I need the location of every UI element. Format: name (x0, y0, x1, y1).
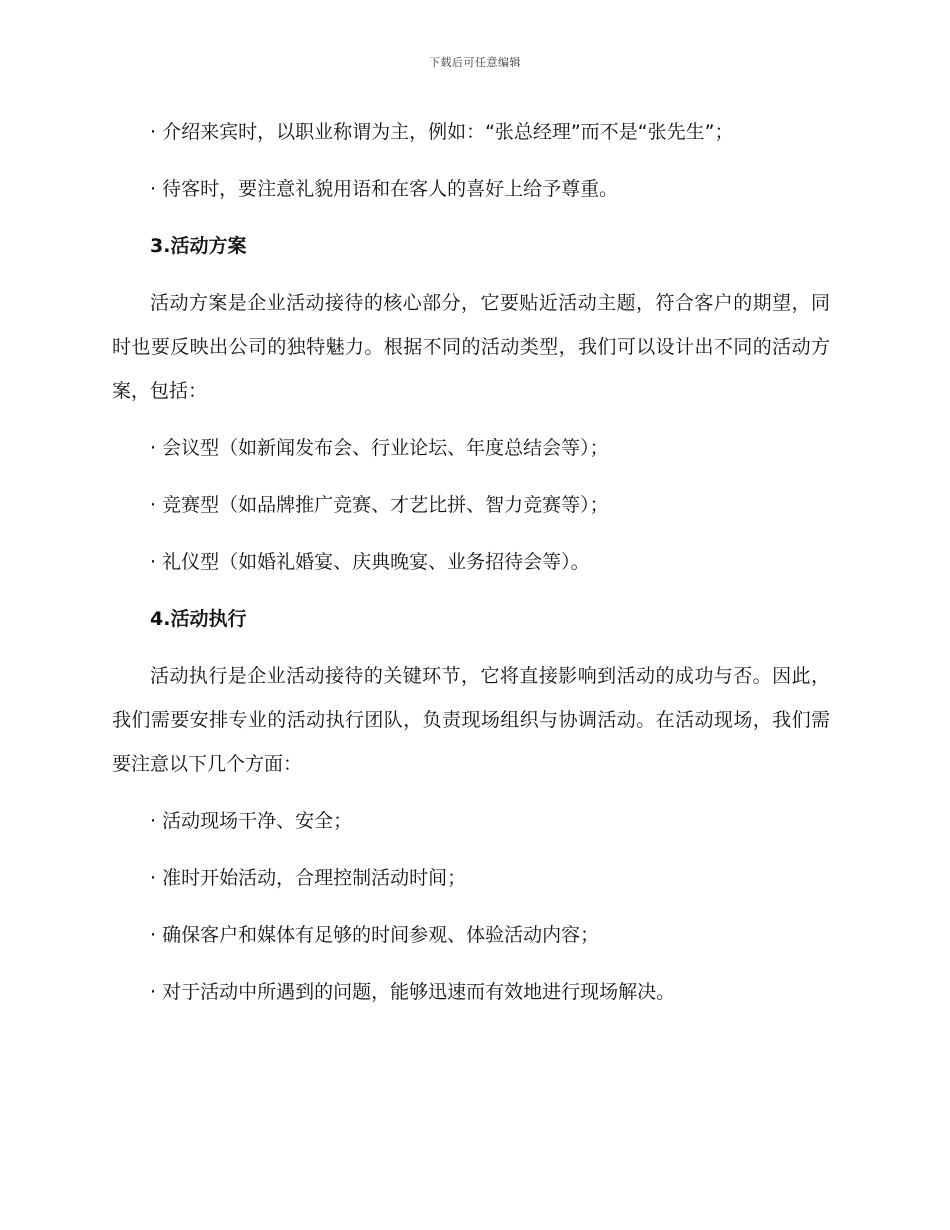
section-heading-activity-plan: 3.活动方案 (150, 235, 247, 257)
document-body (112, 110, 830, 1014)
bullet-solve-problems: · 对于活动中所遇到的问题，能够迅速而有效地进行现场解决。 (150, 981, 676, 1003)
paragraph-activity-plan: 活动方案是企业活动接待的核心部分，它要贴近活动主题，符合客户的期望，同时也要反映出公司的独特魅力。根据不同的活动类型，我们可以设计出不同的活动方案，包括： (112, 292, 830, 402)
bullet-on-time: · 准时开始活动，合理控制活动时间； (150, 867, 467, 889)
section-heading-activity-execution: 4.活动执行 (150, 608, 247, 630)
paragraph-activity-execution: 活动执行是企业活动接待的关键环节，它将直接影响到活动的成功与否。因此，我们需要安排专业的活动执行团队，负责现场组织与协调活动。在活动现场，我们需要注意以下几个方面： (112, 665, 830, 775)
bullet-enough-time: · 确保客户和媒体有足够的时间参观、体验活动内容； (150, 924, 600, 946)
bullet-ceremony-type: · 礼仪型（如婚礼婚宴、庆典晚宴、业务招待会等）。 (150, 551, 590, 573)
bullet-hospitality-courtesy: · 待客时，要注意礼貌用语和在客人的喜好上给予尊重。 (150, 178, 619, 200)
bullet-introduce-guests: · 介绍来宾时，以职业称谓为主，例如：“张总经理”而不是“张先生”； (150, 121, 734, 143)
bullet-meeting-type: · 会议型（如新闻发布会、行业论坛、年度总结会等）； (150, 437, 609, 459)
bullet-clean-safe: · 活动现场干净、安全； (150, 810, 353, 832)
page-header: 下载后可任意编辑 (429, 56, 521, 69)
bullet-competition-type: · 竞赛型（如品牌推广竞赛、才艺比拼、智力竞赛等）； (150, 494, 609, 516)
